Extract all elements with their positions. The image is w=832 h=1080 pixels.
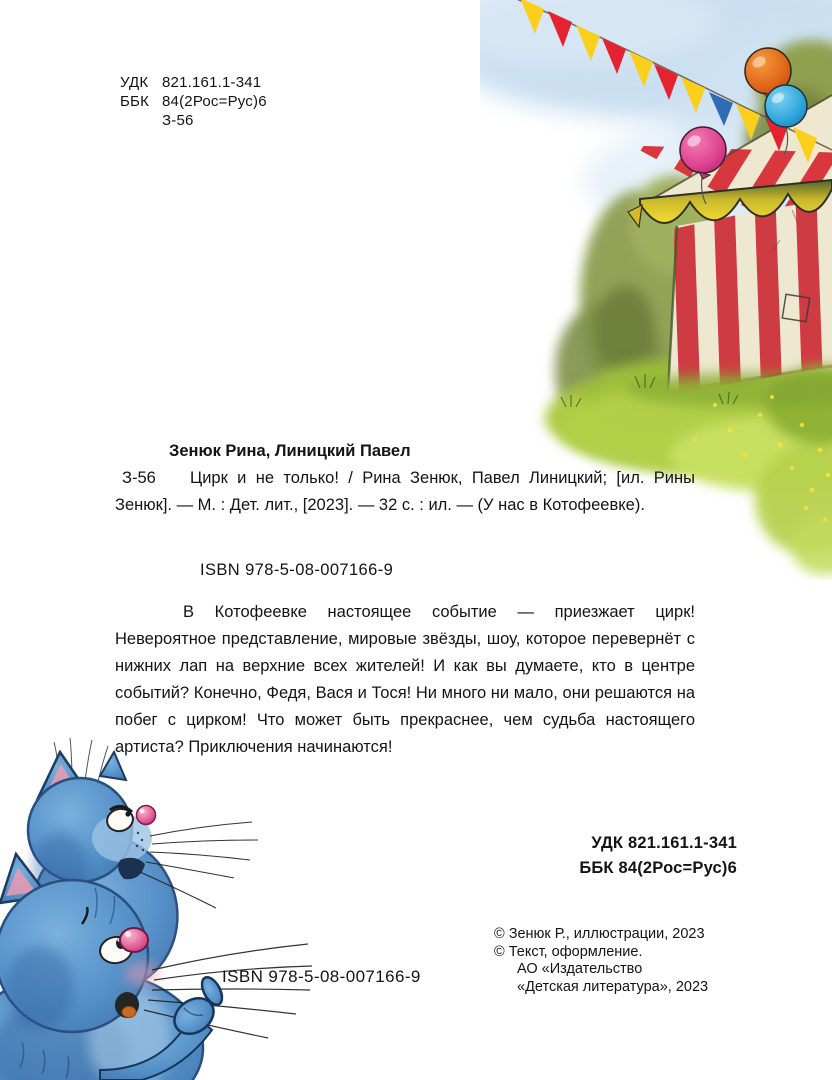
bbk-label: ББК [120, 93, 150, 110]
blue-cats-illustration [0, 738, 345, 1080]
author-sign: З-56 [162, 112, 194, 129]
authors-heading: Зенюк Рина, Линицкий Павел [169, 442, 411, 460]
bibliographic-description: Цирк и не только! / Рина Зенюк, Павел Линицкий; [ил. Рины Зенюк]. — М. : Дет. лит., [2023]. — 32 с. : ил. — (У нас в Котофеевке). [115, 469, 695, 514]
copyright-line: © Текст, оформление. [494, 943, 643, 960]
catalog-card [115, 438, 695, 519]
annotation-paragraph: В Котофеевке настоящее событие — приезжает цирк! Невероятное представление, мировые звёзды, шоу, которое перевернёт с нижних лап на верхние всех жителей! И как вы думаете, кто в центре событий? Конечно, Федя, Вася и Тося! Ни много ни мало, они решаются на побег с цирком! Что может быть прекраснее, чем судьба настоящего артиста? Приключения начинаются! [115, 603, 695, 756]
classification-codes-bottom [579, 831, 737, 881]
nose [120, 928, 148, 952]
copyright-line: © Зенюк Р., иллюстрации, 2023 [494, 926, 705, 942]
bbk-value: 84(2Рос=Рус)6 [162, 93, 267, 110]
udk-value: 821.161.1-341 [162, 74, 262, 91]
catalog-card-sign: З-56 [122, 469, 156, 487]
copyright-line: АО «Издательство [517, 961, 643, 977]
copyright-block [494, 926, 708, 996]
isbn-line: ISBN 978-5-08-007166-9 [200, 561, 394, 579]
nose [137, 806, 156, 825]
isbn-bottom-line: ISBN 978-5-08-007166-9 [222, 967, 421, 986]
tongue [122, 1007, 136, 1018]
classification-codes-top [120, 73, 267, 130]
blush [125, 962, 159, 986]
copyright-line: «Детская литература», 2023 [517, 978, 709, 995]
udk-label: УДК [120, 74, 149, 91]
bbk-bottom: ББК 84(2Рос=Рус)6 [579, 859, 737, 877]
udk-bottom: УДК 821.161.1-341 [591, 834, 737, 852]
